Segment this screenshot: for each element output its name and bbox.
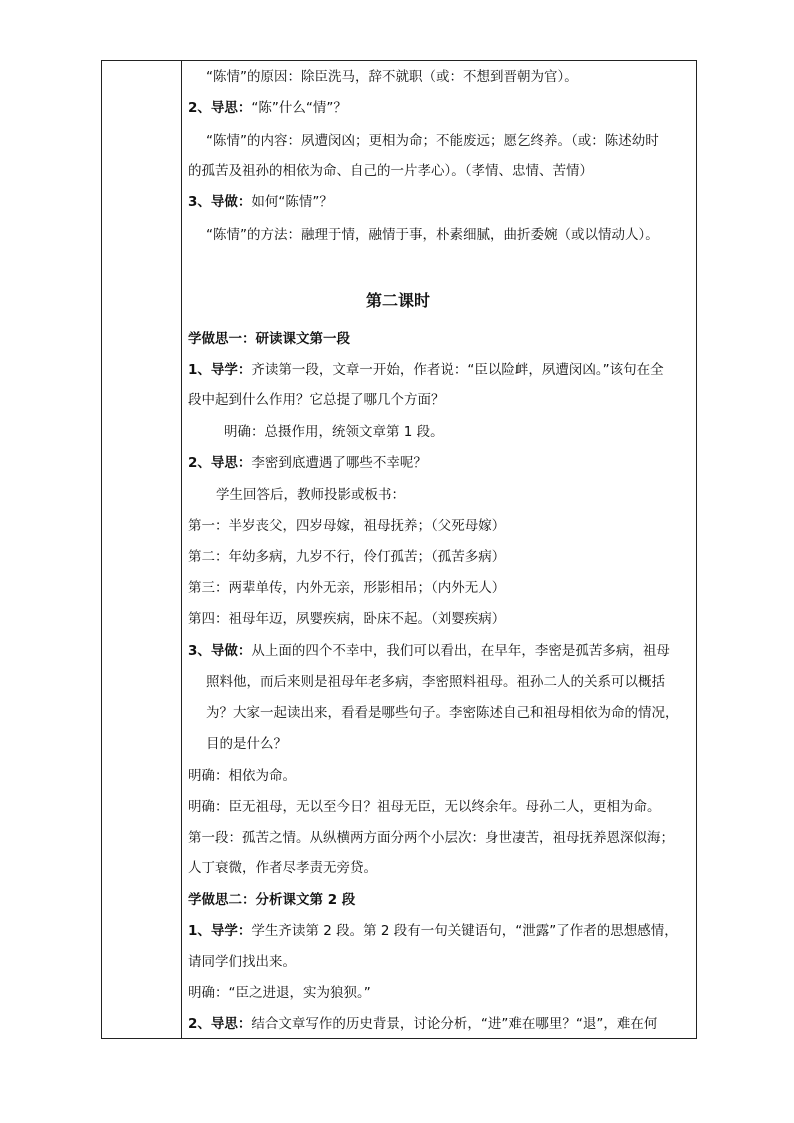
step-line: 3、导做：如何“陈情”？ [188,194,333,210]
left-column [102,61,182,1038]
text-line: “陈情”的内容：夙遭闵凶；更相为命；不能废远；愿乞终养。（或：陈述幼时 [206,133,659,149]
section-heading: 学做思一：研读课文第一段 [188,331,350,347]
text-line: 段中起到什么作用？它总提了哪几个方面？ [188,392,445,408]
step-line: 3、导做：从上面的四个不幸中，我们可以看出，在早年，李密是孤苦多病，祖母 [188,643,670,659]
text-line: 的孤苦及祖孙的相依为命、自己的一片孝心）。（孝情、忠情、苦情） [188,163,593,179]
section-heading: 学做思二：分析课文第 2 段 [188,892,356,908]
text-line: 明确：总摄作用，统领文章第 1 段。 [224,424,444,440]
text-line: 第一：半岁丧父，四岁母嫁，祖母抚养；（父死母嫁） [188,518,506,534]
text-line: “陈情”的原因：除臣洗马，辞不就职（或：不想到晋朝为官）。 [206,69,578,85]
text-line: 明确：相依为命。 [188,768,296,784]
text-line: 明确：臣无祖母，无以至今日？祖母无臣，无以终余年。母孙二人，更相为命。 [188,799,661,815]
text-line: 第四：祖母年迈，夙婴疾病，卧床不起。（刘婴疾病） [188,611,506,627]
text-line: 为？大家一起读出来，看看是哪些句子。李密陈述自己和祖母相依为命的情况， [206,705,679,721]
text-line: 第三：两辈单传，内外无亲，形影相吊；（内外无人） [188,580,506,596]
lesson-title: 第二课时 [365,291,430,310]
text-line: 目的是什么？ [206,736,287,752]
text-line: 第一段：孤苦之情。从纵横两方面分两个小层次：身世凄苦，祖母抚养恩深似海； [188,830,674,846]
text-line: 请同学们找出来。 [188,954,296,970]
step-line: 2、导思：结合文章写作的历史背景，讨论分析，“进”难在哪里？“退”，难在何 [188,1016,658,1032]
step-label: 3、导做： [188,194,252,210]
step-label: 2、导思： [188,100,252,116]
step-label: 2、导思： [188,455,252,471]
text-line: 学生回答后，教师投影或板书： [216,487,405,503]
step-line: 2、导思：李密到底遭遇了哪些不幸呢？ [188,455,427,471]
step-line: 1、导学：齐读第一段，文章一开始，作者说：“臣以险衅，夙遭闵凶。”该句在全 [188,362,664,378]
step-label: 2、导思： [188,1016,252,1032]
step-label: 3、导做： [188,643,252,659]
step-label: 1、导学： [188,362,252,378]
text-line: “陈情”的方法：融理于情，融情于事，朴素细腻，曲折委婉（或以情动人）。 [206,227,659,243]
text-line: 人丁衰微，作者尽孝责无旁贷。 [188,860,377,876]
text-line: 照料他，而后来则是祖母年老多病，李密照料祖母。祖孙二人的关系可以概括 [206,674,665,690]
lesson-table [101,60,697,1039]
step-line: 2、导思：“陈”什么“情”？ [188,100,347,116]
step-label: 1、导学： [188,923,252,939]
step-line: 1、导学：学生齐读第 2 段。第 2 段有一句关键语句，“泄露”了作者的思想感情， [188,923,678,939]
text-line: 明确：“臣之进退，实为狼狈。” [188,985,371,1001]
text-line: 第二：年幼多病，九岁不行，伶仃孤苦；（孤苦多病） [188,549,506,565]
